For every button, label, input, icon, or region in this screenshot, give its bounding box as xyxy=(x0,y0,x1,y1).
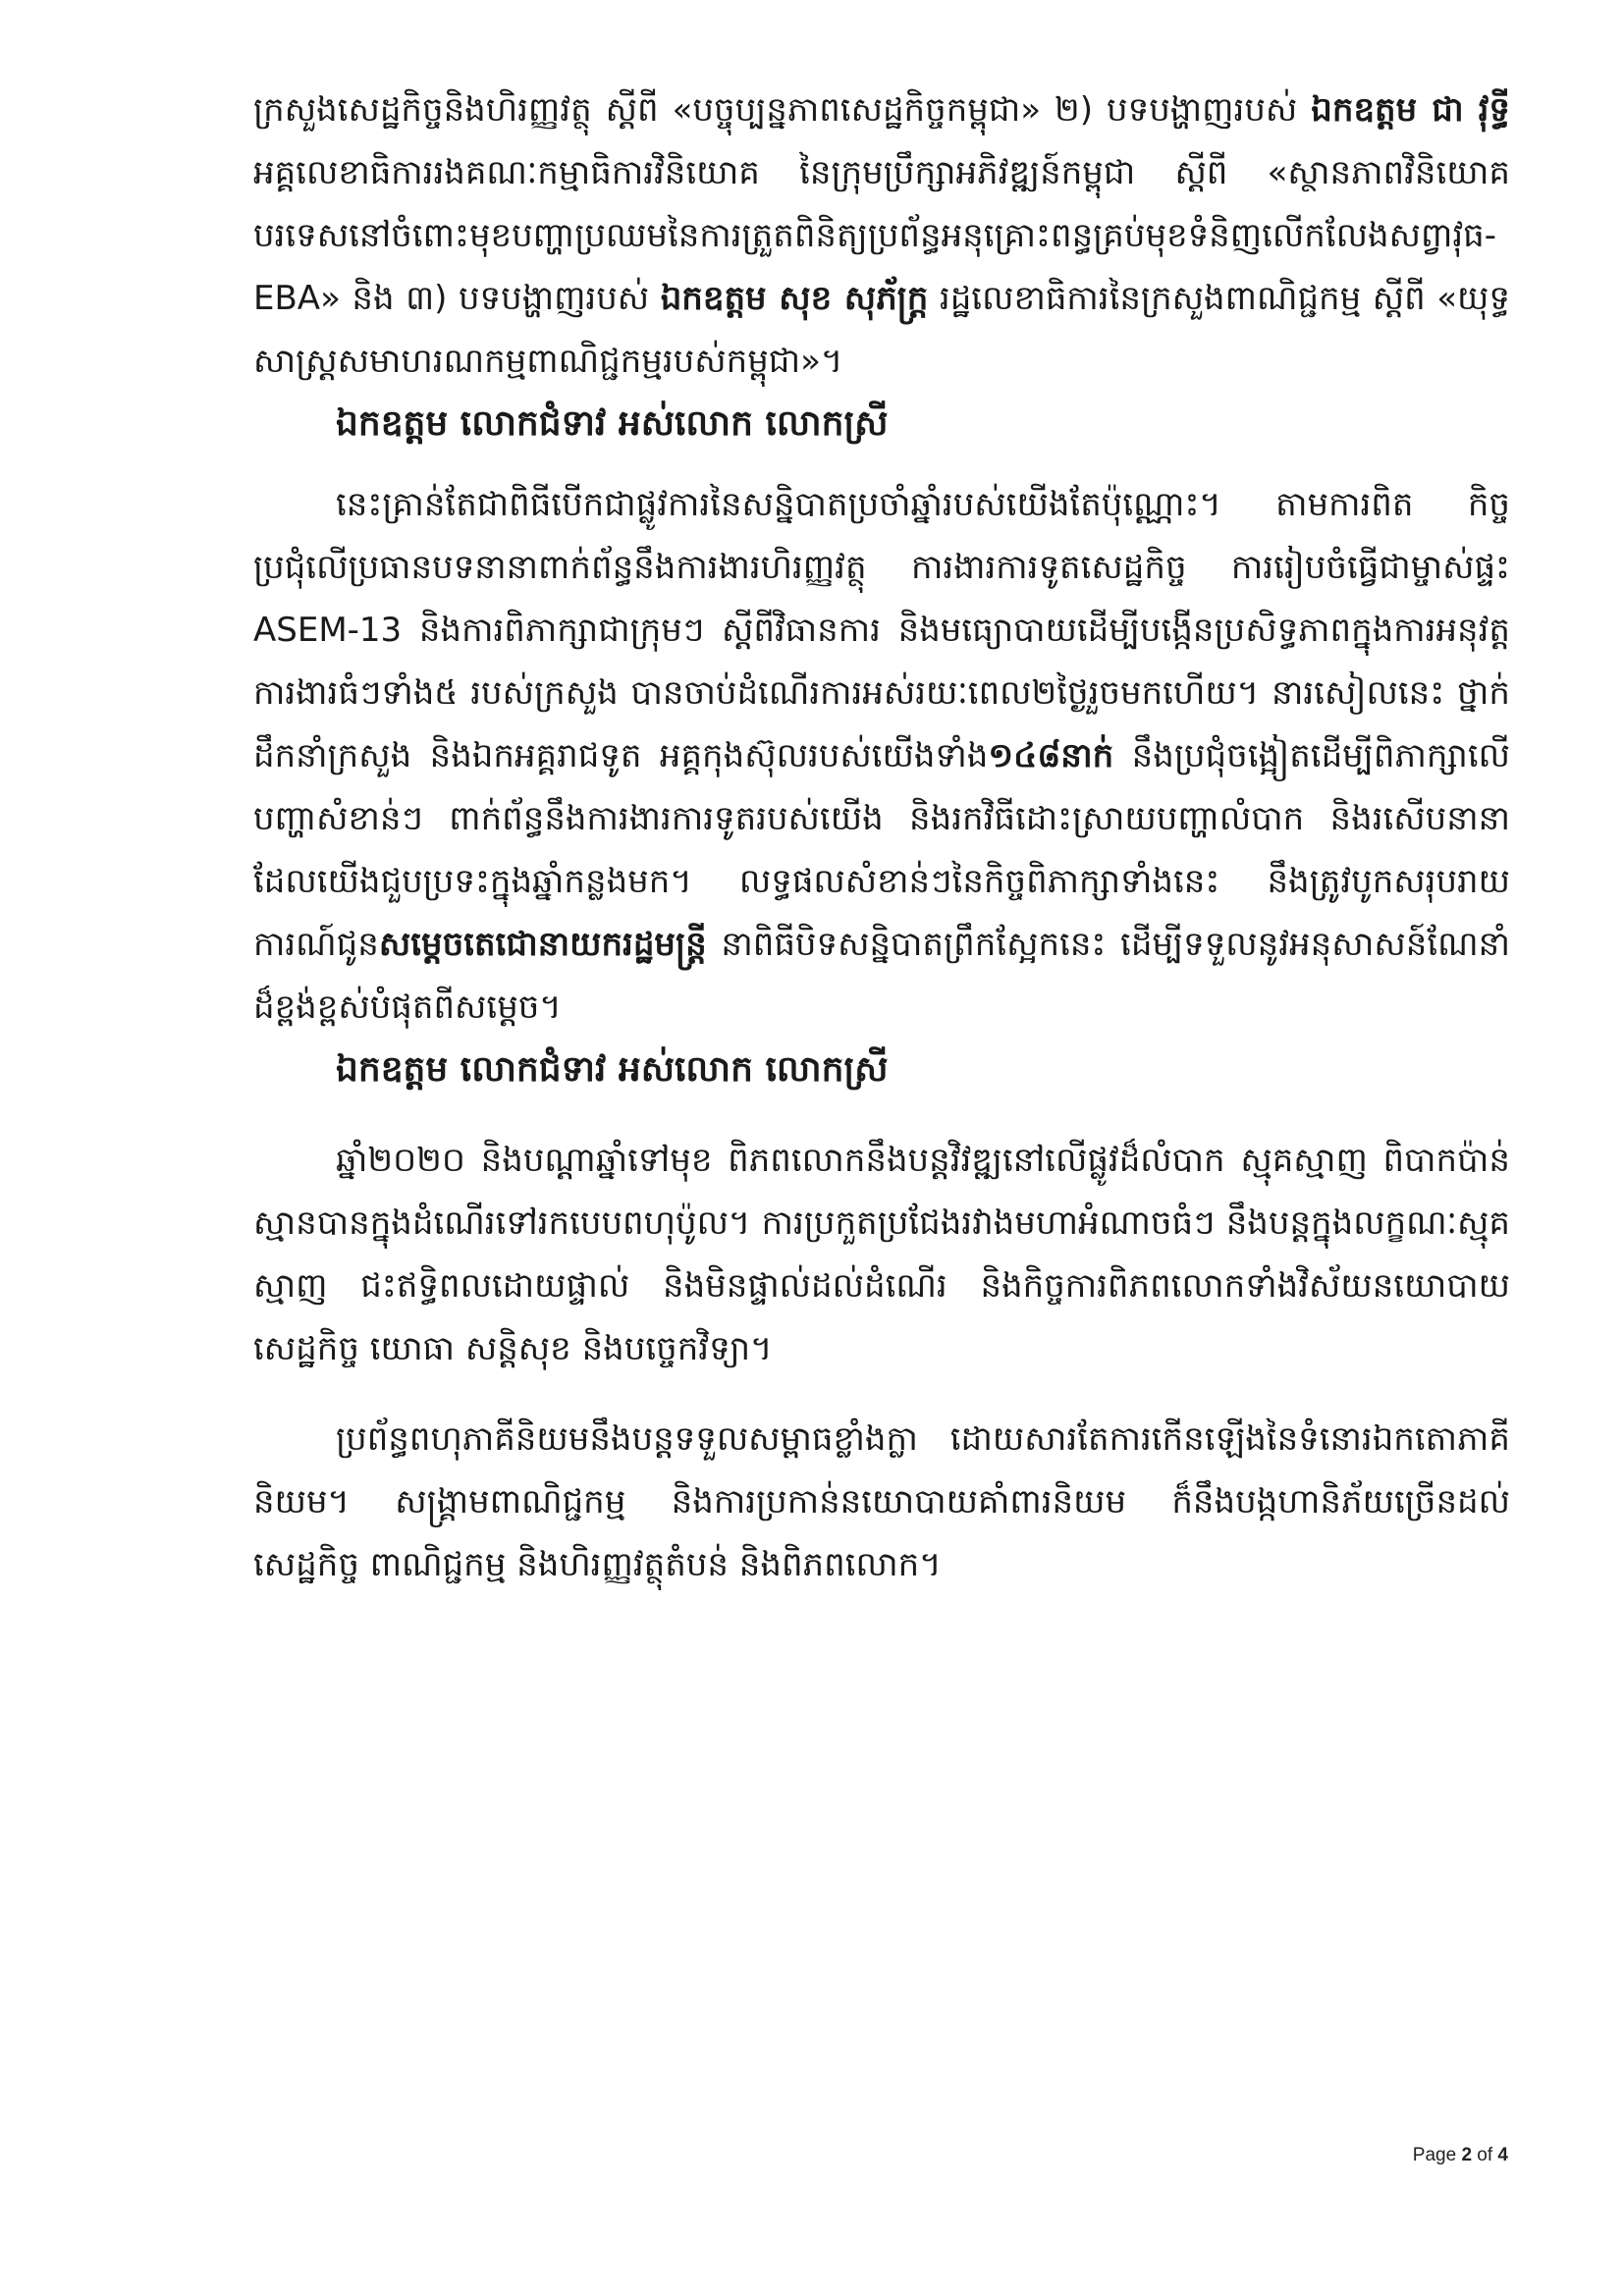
paragraph-1-text-c: អគ្គលេខាធិការរងគណៈកម្មាធិការវិនិយោគ នៃក្រុមប្រឹក្សាអភិវឌ្ឍន៍កម្ពុជា ស្ដីពី «ស្ថានភាពវិនិយោគបរទេសនៅចំពោះមុខបញ្ហាប្រឈមនៃការត្រួតពិនិត្យប្រព័ន្ធអនុគ្រោះពន្ធគ្រប់មុខទំនិញលើកលែងសព្វាវុធ-EBA» និង ៣) បទបង្ហាញរបស់ xyxy=(253,153,1510,318)
paragraph-1-text-a: ក្រសួងសេដ្ឋកិច្ចនិងហិរញ្ញវត្ថុ ស្ដីពី «បច្ចុប្បន្នភាពសេដ្ឋកិច្ចកម្ពុជា» ២) បទបង្ហាញរបស់ xyxy=(253,90,1312,130)
page-number-separator: of xyxy=(1472,2145,1498,2165)
paragraph-1 xyxy=(253,79,1510,393)
paragraph-2-text-c: នឹងប្រជុំចង្អៀតដើម្បីពិភាក្សាលើបញ្ហាសំខាន់ៗ ពាក់ព័ន្ធនឹងការងារការទូតរបស់យើង និងរកវិធីដោះស្រាយបញ្ហាលំបាក និងរសើបនានាដែលយើងជួបប្រទះក្នុងឆ្នាំកន្លងមក។ លទ្ធផលសំខាន់ៗនៃកិច្ចពិភាក្សាទាំងនេះ នឹងត្រូវបូកសរុបរាយការណ៍ជូន xyxy=(253,736,1510,964)
page-number-total: 4 xyxy=(1497,2145,1508,2165)
paragraph-2-text-a: នេះគ្រាន់តែជាពិធីបើកជាផ្លូវការនៃសន្និបាតប្រចាំឆ្នាំរបស់យើងតែប៉ុណ្ណោះ។ តាមការពិត កិច្ចប្រជុំលើប្រធានបទនានាពាក់ព័ន្ធនឹងការងារហិរញ្ញវត្ថុ ការងារការទូតសេដ្ឋកិច្ច ការរៀបចំធ្វើជាម្ចាស់ផ្ទះ ASEM-13 និងការពិភាក្សាជាក្រុមៗ ស្ដីពីវិធានការ និងមធ្យោបាយដើម្បីបង្កើនប្រសិទ្ធភាពក្នុងការអនុវត្តការងារធំៗទាំង៥ របស់ក្រសួង បានចាប់ដំណើរការអស់រយៈពេល២ថ្ងៃរួចមកហើយ។ នារសៀលនេះ ថ្នាក់ដឹកនាំក្រសួង និងឯកអគ្គរាជទូត អគ្គកុងស៊ុលរបស់យើងទាំង xyxy=(253,485,1510,775)
paragraph-3: ឆ្នាំ២០២០ និងបណ្ដាឆ្នាំទៅមុខ ពិភពលោកនឹងបន្តវិវឌ្ឍនៅលើផ្លូវដ៏លំបាក ស្មុគស្មាញ ពិបាកប៉ាន់ស្មានបានក្នុងដំណើរទៅរកបេបពហុប៉ូល។ ការប្រកួតប្រជែងរវាងមហាអំណាចធំៗ នឹងបន្តក្នុងលក្ខណៈស្មុគស្មាញ ជះឥទ្ធិពលដោយផ្ទាល់ និងមិនផ្ទាល់ដល់ដំណើរ និងកិច្ចការពិភពលោកទាំងវិស័យនយោបាយ សេដ្ឋកិច្ច យោធា សន្តិសុខ និងបច្ចេកវិទ្យា។ xyxy=(253,1141,1510,1368)
paragraph-1-text-d: រដ្ឋលេខាធិការនៃក្រសួងពាណិជ្ជកម្ម ស្ដីពី «យុទ្ធសាស្ត្រសមាហរណកម្មពាណិជ្ជកម្មរបស់កម្ពុជា»។ xyxy=(253,279,1510,381)
paragraph-1-bold-name-2: ឯកឧត្តម សុខ សុភ័ក្ត្រ xyxy=(660,279,929,318)
paragraph-2-bold-title: សម្ដេចតេជោនាយករដ្ឋមន្ត្រី xyxy=(378,925,707,964)
paragraph-4: ប្រព័ន្ធពហុភាគីនិយមនឹងបន្តទទួលសម្ពាធខ្លាំងក្លា ដោយសារតែការកើនឡើងនៃទំនោរឯកតោភាគីនិយម។ សង្គ្រាមពាណិជ្ជកម្ម និងការប្រកាន់នយោបាយគាំពារនិយម ក៏នឹងបង្កហានិភ័យច្រើនដល់សេដ្ឋកិច្ច ពាណិជ្ជកម្ម និងហិរញ្ញវត្ថុតំបន់ និងពិភពលោក។ xyxy=(253,1419,1510,1584)
page-number-prefix: Page xyxy=(1412,2145,1462,2165)
paragraph-2-bold-count: ១៤៨នាក់ xyxy=(988,736,1114,775)
page-number-current: 2 xyxy=(1461,2145,1473,2165)
salutation-1: ឯកឧត្តម លោកជំទាវ អស់លោក លោកស្រី xyxy=(336,403,889,444)
salutation-2: ឯកឧត្តម លោកជំទាវ អស់លោក លោកស្រី xyxy=(336,1049,889,1090)
document-body xyxy=(253,79,1510,1596)
paragraph-2-text-d: នាពិធីបិទសន្និបាតព្រឹកស្អែកនេះ ដើម្បីទទួលនូវអនុសាសន៍ណែនាំដ៏ខ្ពង់ខ្ពស់បំផុតពីសម្ដេច។ xyxy=(253,925,1510,1027)
page-number xyxy=(1413,2145,1508,2166)
paragraph-2 xyxy=(253,473,1510,1039)
paragraph-1-bold-name-1: ឯកឧត្តម ជា វុទ្ធី xyxy=(1311,90,1510,130)
